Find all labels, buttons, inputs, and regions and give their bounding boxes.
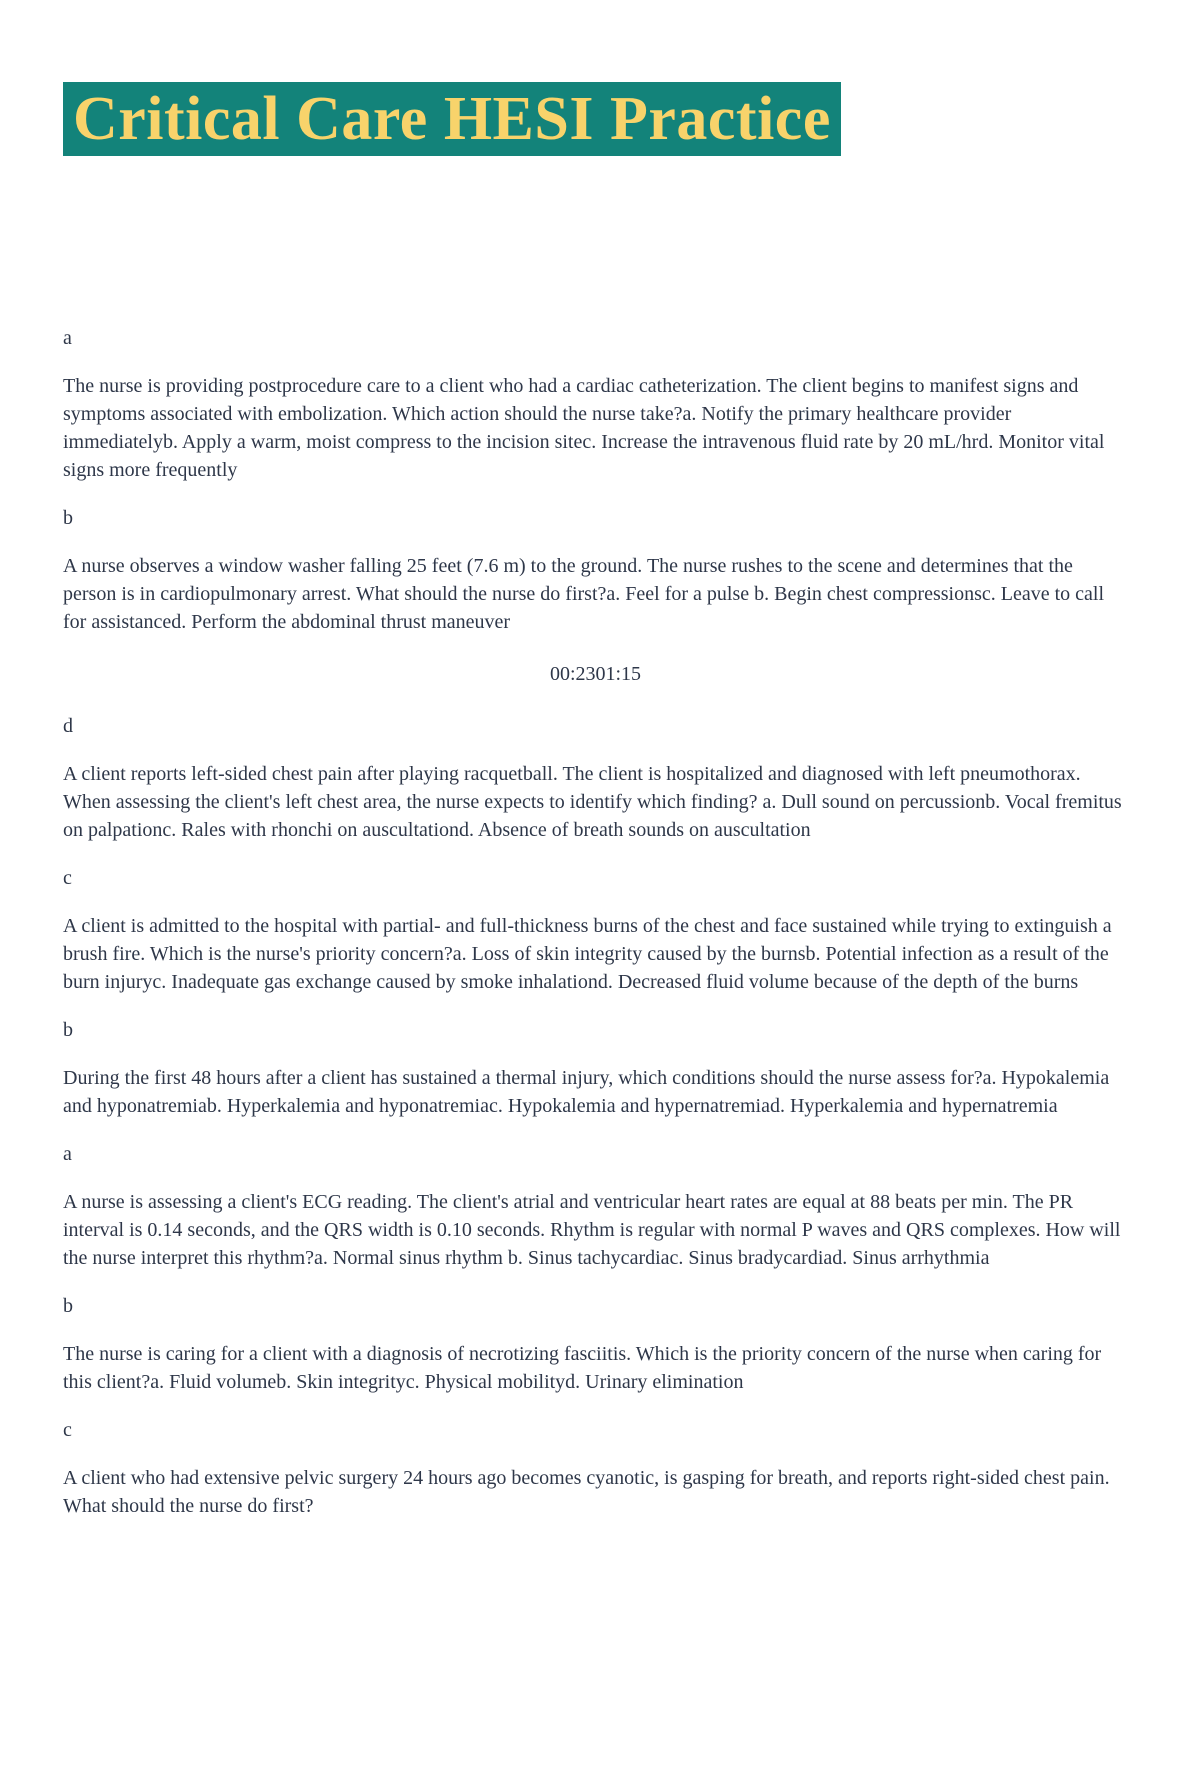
page-title: Critical Care HESI Practice <box>63 82 841 156</box>
question-text-5: During the first 48 hours after a client has sustained a thermal injury, which conditions should the nurse assess for?a. Hypokalemia and hyponatremiab. Hyperkalemia and hyponatremiac. Hypokalemia and hypernatremiad. Hyperkalemia and hypernatremia <box>63 1067 1110 1117</box>
timer-text: 00:2301:15 <box>549 663 642 685</box>
answer-letter-6: a <box>63 1143 72 1165</box>
question-text-1: The nurse is providing postprocedure care to a client who had a cardiac catheterization. The client begins to manifest signs and symptoms associated with embolization. Which action should the nurse take?a. Notify the primary healthcare provider immediatelyb. Apply a warm, moist compress to the incision sitec. Increase the intravenous fluid rate by 20 mL/hrd. Monitor vital signs more frequently <box>63 375 1105 481</box>
answer-letter-5: b <box>63 1019 73 1041</box>
header-gap <box>63 156 1128 304</box>
question-text-6: A nurse is assessing a client's ECG reading. The client's atrial and ventricular heart rates are equal at 88 beats per min. The PR interval is 0.14 seconds, and the QRS width is 0.10 seconds. Rhythm is regular with normal P waves and QRS complexes. How will the nurse interpret this rhythm?a. Normal sinus rhythm b. Sinus tachycardiac. Sinus bradycardiad. Sinus arrhythmia <box>63 1191 1121 1269</box>
answer-letter-4: c <box>63 867 72 889</box>
answer-letter-3: d <box>63 715 73 737</box>
question-text-8: A client who had extensive pelvic surgery 24 hours ago becomes cyanotic, is gasping for breath, and reports right-sided chest pain. What should the nurse do first? <box>63 1467 1110 1517</box>
question-text-3: A client reports left-sided chest pain after playing racquetball. The client is hospitalized and diagnosed with left pneumothorax. When assessing the client's left chest area, the nurse expects to identify which finding? a. Dull sound on percussionb. Vocal fremitus on palpationc. Rales with rhonchi on auscultationd. Absence of breath sounds on auscultation <box>63 763 1122 841</box>
question-text-4: A client is admitted to the hospital with partial- and full-thickness burns of the chest and face sustained while trying to extinguish a brush fire. Which is the nurse's priority concern?a. Loss of skin integrity caused by the burnsb. Potential infection as a result of the burn injuryc. Inadequate gas exchange caused by smoke inhalationd. Decreased fluid volume because of the depth of the burns <box>63 915 1112 993</box>
answer-letter-8: c <box>63 1419 72 1441</box>
answer-letter-2: b <box>63 507 73 529</box>
question-text-2: A nurse observes a window washer falling 25 feet (7.6 m) to the ground. The nurse rushes to the scene and determines that the person is in cardiopulmonary arrest. What should the nurse do first?a. Feel for a pulse b. Begin chest compressionsc. Leave to call for assistanced. Perform the abdominal thrust maneuver <box>63 555 1105 633</box>
answer-letter-7: b <box>63 1295 73 1317</box>
question-text-7: The nurse is caring for a client with a diagnosis of necrotizing fasciitis. Which is the priority concern of the nurse when caring for this client?a. Fluid volumeb. Skin integrityc. Physical mobilityd. Urinary elimination <box>63 1343 1102 1393</box>
qa-list <box>63 324 1128 1520</box>
document-page <box>0 82 1191 1520</box>
page-title-row <box>63 82 1128 156</box>
answer-letter-1: a <box>63 327 72 349</box>
